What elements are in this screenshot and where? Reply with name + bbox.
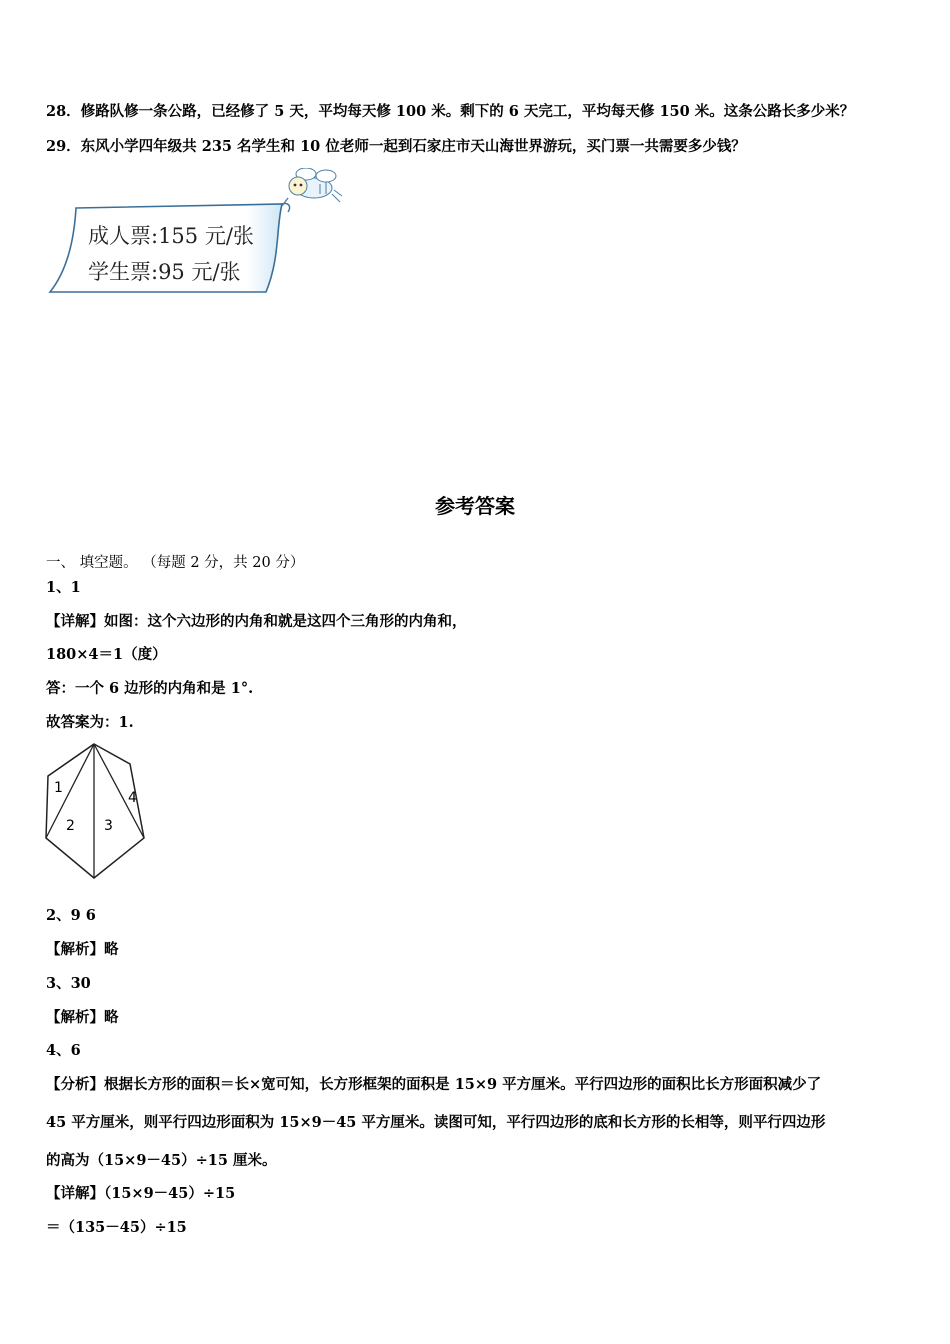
- answer-3-analysis: 【解析】略: [46, 1009, 119, 1026]
- answer-1: 1、1: [46, 579, 81, 596]
- answer-2: 2、9 6: [46, 907, 96, 924]
- ticket-price-board: [44, 168, 344, 298]
- hexagon-label-1: 1: [54, 780, 63, 796]
- answer-1-detail: 【详解】如图：这个六边形的内角和就是这四个三角形的内角和，: [46, 613, 467, 630]
- answer-2-analysis: 【解析】略: [46, 941, 119, 958]
- answer-4-analysis-1: 【分析】根据长方形的面积＝长×宽可知，长方形框架的面积是 15×9 平方厘米。平行四边形的面积比长方形面积减少了: [46, 1076, 822, 1093]
- section-heading: 一、 填空题。 （每题 2 分，共 20 分）: [46, 555, 305, 571]
- answer-1-calc: 180×4＝1（度）: [46, 646, 167, 663]
- ticket-adult-price: 成人票:155 元/张: [88, 224, 254, 248]
- answer-3: 3、30: [46, 975, 91, 992]
- ticket-student-price: 学生票:95 元/张: [88, 260, 241, 284]
- hexagon-figure: [40, 740, 150, 880]
- page-title: 参考答案: [435, 494, 515, 518]
- hexagon-label-3: 3: [104, 818, 113, 834]
- answer-4-analysis-2: 45 平方厘米，则平行四边形面积为 15×9－45 平方厘米。读图可知，平行四边形的底和长方形的长相等，则平行四边形: [46, 1114, 826, 1131]
- question-29: 29．东风小学四年级共 235 名学生和 10 位老师一起到石家庄市天山海世界游玩，买门票一共需要多少钱？: [46, 138, 746, 155]
- answer-4-step: ＝（135－45）÷15: [46, 1219, 187, 1236]
- answer-4-detail: 【详解】（15×9－45）÷15: [46, 1185, 236, 1202]
- bee-icon: [282, 168, 342, 206]
- answer-4: 4、6: [46, 1042, 81, 1059]
- answer-4-analysis-3: 的高为（15×9－45）÷15 厘米。: [46, 1152, 277, 1169]
- answer-1-answer: 答：一个 6 边形的内角和是 1°.: [46, 680, 254, 697]
- hexagon-label-4: 4: [128, 790, 137, 806]
- answer-1-final: 故答案为：1.: [46, 714, 134, 731]
- hexagon-label-2: 2: [66, 818, 75, 834]
- question-28: 28．修路队修一条公路，已经修了 5 天，平均每天修 100 米。剩下的 6 天完工，平均每天修 150 米。这条公路长多少米？: [46, 103, 855, 120]
